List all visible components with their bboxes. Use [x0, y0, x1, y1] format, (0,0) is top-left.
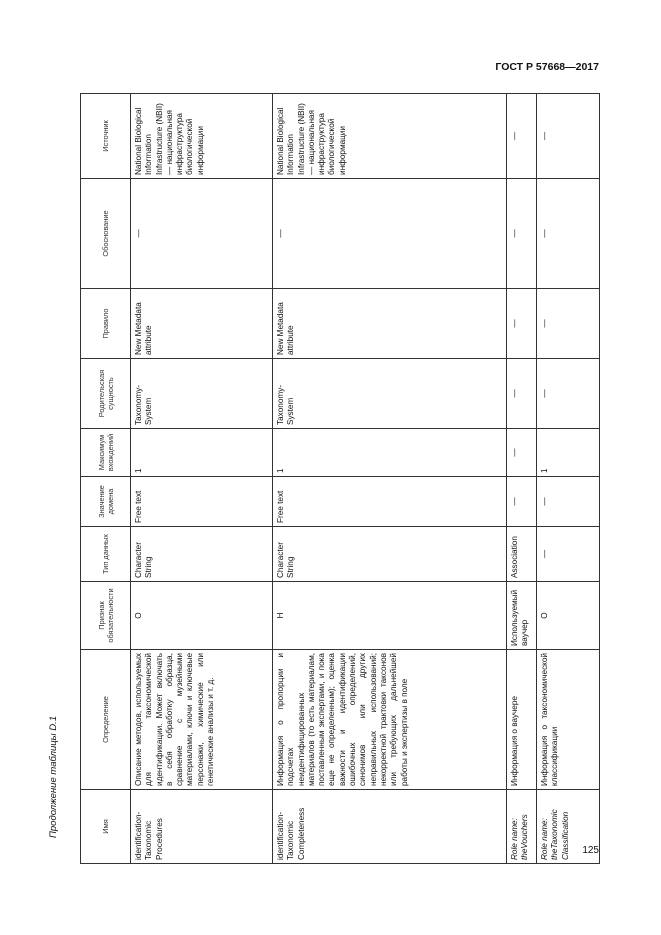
cell-source: — [507, 94, 537, 179]
cell-definition: Информация о пропорции и подсчетах неидентифицированных материалов (то есть материалам, поставленным экспертами, и пока еще не определенным); оценка важности и идентификации ошибочных определений, синонимов или других неправильных использований; некорректной трактовки таксонов или требующих дальнейшей работы и экспертизы в поле [273, 650, 507, 790]
col-header-definition: Определение [81, 650, 131, 790]
cell-definition: Описание методов, используемых для таксономической идентификации. Может включать в себя обработку образца, сравнение с музейными материалами, ключи и ключевые персонажи, химические или генетические анализы и т. д. [131, 650, 273, 790]
table-row [273, 94, 507, 864]
cell-rationale: — [273, 179, 507, 289]
table-row [507, 94, 537, 864]
cell-data-type: Character String [273, 527, 507, 582]
cell-rule: — [537, 289, 600, 359]
cell-parent: — [537, 359, 600, 429]
cell-domain: — [537, 477, 600, 527]
col-header-obligation: Признак обязательности [81, 582, 131, 650]
cell-max: — [507, 429, 537, 477]
cell-domain: Free text [273, 477, 507, 527]
metadata-table [80, 93, 600, 864]
cell-source: National Biological Information Infrastructure (NBII) — национальная инфраструктура биологической информации [131, 94, 273, 179]
cell-max: 1 [273, 429, 507, 477]
cell-rationale: — [131, 179, 273, 289]
cell-source: — [537, 94, 600, 179]
cell-obligation: Н [273, 582, 507, 650]
cell-name: identification-Taxonomic Procedures [131, 790, 273, 864]
table-row [131, 94, 273, 864]
col-header-rule: Правило [81, 289, 131, 359]
cell-data-type: — [537, 527, 600, 582]
cell-definition: Информация о ваучере [507, 650, 537, 790]
cell-parent: Taxonomy-System [273, 359, 507, 429]
cell-max: 1 [537, 429, 600, 477]
role-name-prefix: Role name: [540, 818, 549, 860]
cell-rationale: — [507, 179, 537, 289]
cell-max: 1 [131, 429, 273, 477]
col-header-data-type: Тип данных [81, 527, 131, 582]
cell-rule: — [507, 289, 537, 359]
cell-definition: Информация о таксономической классификации [537, 650, 600, 790]
col-header-max: Максимум вхождений [81, 429, 131, 477]
cell-parent: — [507, 359, 537, 429]
cell-name: identification-Taxonomic Completeness [273, 790, 507, 864]
col-header-rationale: Обоснование [81, 179, 131, 289]
rotated-table-container [80, 94, 599, 864]
cell-name [507, 790, 537, 864]
table-header-row [81, 94, 131, 864]
cell-rationale: — [537, 179, 600, 289]
cell-name [537, 790, 600, 864]
table-row [537, 94, 600, 864]
table-continuation-caption: Продолжение таблицы D.1 [48, 715, 59, 838]
cell-data-type: Association [507, 527, 537, 582]
role-name-prefix: Role name: [510, 818, 519, 860]
cell-obligation: О [131, 582, 273, 650]
cell-domain: Free text [131, 477, 273, 527]
cell-data-type: Character String [131, 527, 273, 582]
col-header-domain: Значение домена [81, 477, 131, 527]
cell-rule: New Metadata attribute [131, 289, 273, 359]
cell-rule: New Metadata attribute [273, 289, 507, 359]
col-header-name: Имя [81, 790, 131, 864]
cell-obligation: Используемый ваучер [507, 582, 537, 650]
role-name-value: theTaxonomic Classification [550, 809, 570, 860]
cell-source: National Biological Information Infrastructure (NBII) — национальная инфраструктура биологической информации [273, 94, 507, 179]
col-header-source: Источник [81, 94, 131, 179]
cell-obligation: О [537, 582, 600, 650]
page-number: 125 [582, 845, 599, 856]
role-name-value: theVouchers [520, 814, 530, 860]
standard-number: ГОСТ Р 57668—2017 [495, 61, 599, 73]
cell-domain: — [507, 477, 537, 527]
col-header-parent: Родительская сущность [81, 359, 131, 429]
cell-parent: Taxonomy-System [131, 359, 273, 429]
